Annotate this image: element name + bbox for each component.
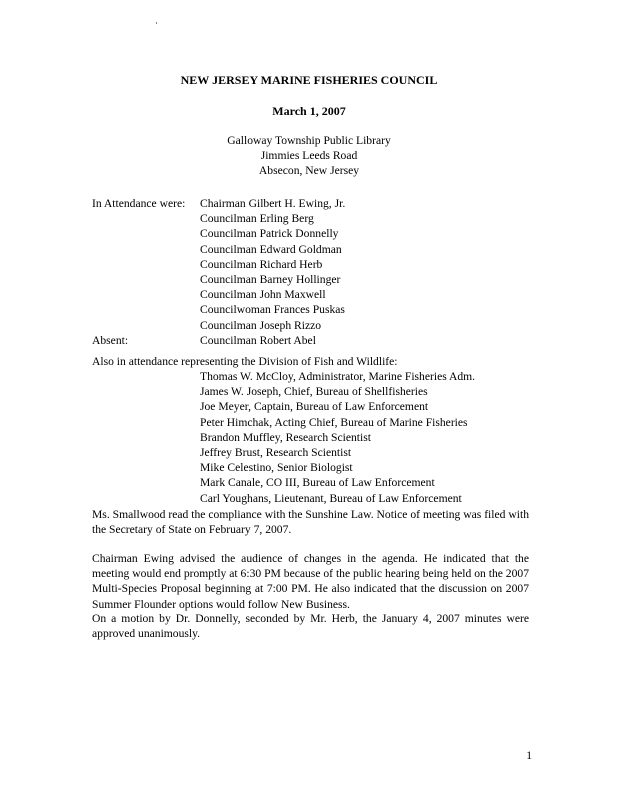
paragraph-minutes-approval: On a motion by Dr. Donnelly, seconded by Mr. Herb, the January 4, 2007 minutes were approved unanimously. [92,612,529,641]
staff-member: Mark Canale, CO III, Bureau of Law Enforcement [200,476,435,490]
staff-member: Peter Himchak, Acting Chief, Bureau of Marine Fisheries [200,415,468,429]
staff-member: Carl Youghans, Lieutenant, Bureau of Law Enforcement [200,491,462,505]
staff-member: Mike Celestino, Senior Biologist [200,461,353,475]
council-member: Councilman Patrick Donnelly [200,227,339,241]
division-staff-list [200,369,530,506]
absent-member: Councilman Robert Abel [200,333,316,347]
in-attendance-label: In Attendance were: [92,197,186,210]
council-member: Councilman Edward Goldman [200,242,342,256]
venue-line: Jimmies Leeds Road [260,149,358,163]
absent-row [92,333,532,348]
venue-block [0,133,618,179]
council-member: Councilman John Maxwell [200,288,326,302]
staff-member: Thomas W. McCloy, Administrator, Marine Fisheries Adm. [200,370,476,383]
attendance-row [92,211,532,226]
staff-member: Brandon Muffley, Research Scientist [200,430,371,444]
council-member: Councilman Joseph Rizzo [200,318,322,332]
page-number: 1 [526,749,532,762]
attendance-row [92,226,532,241]
council-member: Chairman Gilbert H. Ewing, Jr. [200,197,346,210]
paragraph-agenda-changes: Chairman Ewing advised the audience of changes in the agenda. He indicated that the meeting would end promptly at 6:30 PM because of the public hearing being held on the 2007 Multi-Species Proposal beginning at 7:00 PM. He also indicated that the discussion on 2007 Summer Flounder options would follow New Business. [92,552,529,611]
division-intro: Also in attendance representing the Division of Fish and Wildlife: [92,355,398,368]
venue-line: Galloway Township Public Library [227,134,391,147]
attendance-row [92,287,532,302]
staff-member: Joe Meyer, Captain, Bureau of Law Enforcement [200,400,429,414]
absent-label: Absent: [92,333,129,347]
attendance-row [92,196,532,211]
document-title: NEW JERSEY MARINE FISHERIES COUNCIL [180,73,438,87]
council-member: Councilman Barney Hollinger [200,272,341,286]
attendance-row [92,272,532,287]
attendance-row [92,257,532,272]
council-member: Councilman Erling Berg [200,212,314,226]
staff-member: Jeffrey Brust, Research Scientist [200,445,352,459]
attendance-row [92,242,532,257]
paragraph-sunshine-law: Ms. Smallwood read the compliance with the Sunshine Law. Notice of meeting was filed with the Secretary of State on February 7, 2007. [92,508,529,537]
council-member: Councilwoman Frances Puskas [200,303,345,317]
venue-line: Absecon, New Jersey [258,164,360,178]
meeting-date: March 1, 2007 [272,104,346,118]
attendance-row [92,302,532,317]
attendance-row [92,318,532,333]
attendance-block [92,196,532,348]
council-member: Councilman Richard Herb [200,257,323,271]
staff-member: James W. Joseph, Chief, Bureau of Shellfisheries [200,385,428,399]
scan-mark [156,22,157,24]
